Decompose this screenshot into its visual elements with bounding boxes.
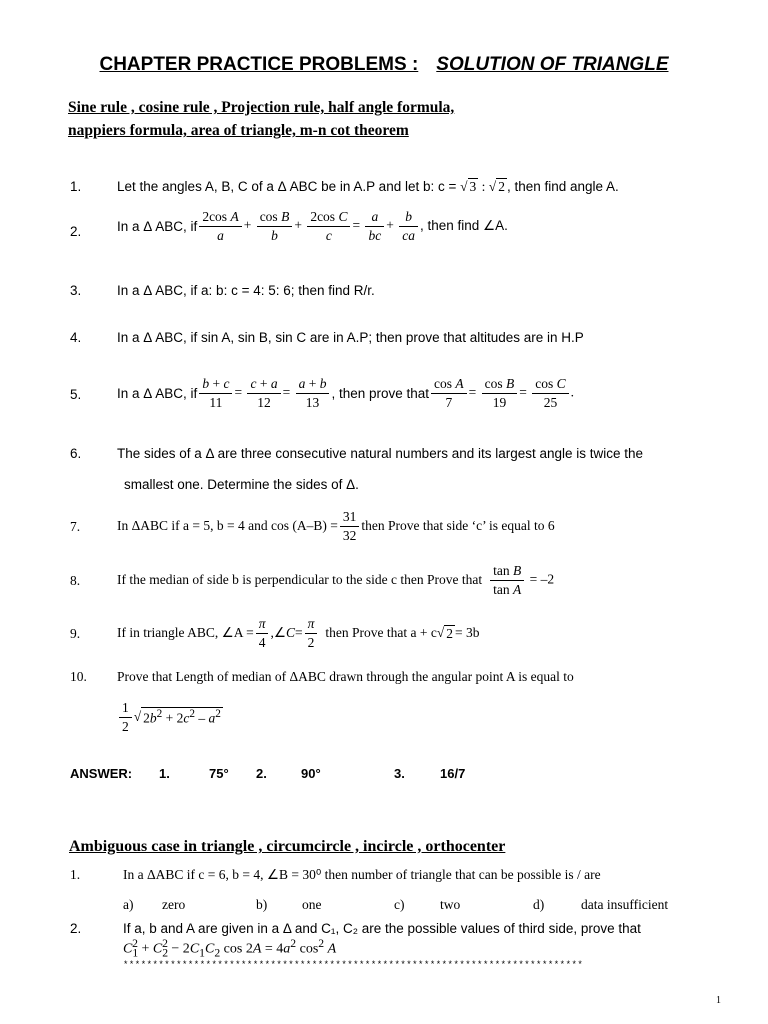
problem-10-text: Prove that Length of median of ΔABC drawn through the angular point A is equal to: [117, 669, 574, 684]
problem-2-text: [117, 206, 508, 246]
problem-10-number: 10.: [70, 669, 87, 684]
problem-3-text: In a Δ ABC, if a: b: c = 4: 5: 6; then find R/r.: [117, 283, 375, 298]
option-a-label: a): [123, 897, 134, 912]
problem-5-number: 5.: [70, 387, 82, 402]
problem-4-number: 4.: [70, 330, 82, 345]
problem-5-equation-2: $\frac{\text{cos A}}{7}$ = $\frac{\text{cos B}}{19}$ = $\frac{\text{cos C}}{25}$ .: [429, 375, 574, 412]
option-b-label: b): [256, 897, 268, 912]
star-divider: ******************************************************************************: [123, 960, 584, 970]
problem-3-number: 3.: [70, 283, 82, 298]
problem-5-text-a: In a Δ ABC, if: [117, 385, 198, 401]
problem-1-number: 1.: [70, 179, 82, 194]
topics-line-3: Ambiguous case in triangle , circumcircle , incircle , orthocenter: [69, 838, 506, 855]
problem-9-text: If in triangle ABC, ∠A = $\frac{\pi}{4}$ ,∠ C = $\frac{\pi}{2}$ then Prove that a + c √ 2 = 3b: [117, 615, 480, 650]
problem-6-line-2: smallest one. Determine the sides of Δ.: [124, 477, 359, 492]
problem-9-number: 9.: [70, 626, 81, 641]
option-d-label: d): [533, 897, 545, 912]
problem-8-text: [117, 560, 554, 600]
topics-line-2: nappiers formula, area of triangle, m-n cot theorem: [68, 122, 409, 139]
answer-2-value: 90°: [301, 766, 321, 781]
option-a-value: zero: [162, 897, 186, 912]
s2-question-1-text: In a ΔABC if c = 6, b = 4, ∠B = 30⁰ then number of triangle that can be possible is / are: [123, 867, 601, 882]
problem-9-text-a: If in triangle ABC, ∠A =: [117, 625, 254, 640]
problem-9-text-b: then Prove that a + c: [325, 625, 437, 640]
problem-8-number: 8.: [70, 573, 81, 588]
title-main: CHAPTER PRACTICE PROBLEMS :: [99, 54, 419, 75]
option-c-value: two: [440, 897, 461, 912]
problem-5-text-b: , then prove that: [331, 385, 430, 401]
s2-question-2-formula: $C_1^2 + C_2^2 - 2C_1C_2$ $\cos 2A = 4a^2$ $\cos^2 A$: [123, 937, 337, 960]
problem-8-text-main: If the median of side b is perpendicular to the side c then Prove that: [117, 572, 483, 587]
problem-1-text: [117, 179, 619, 195]
problem-9-fraction-c: $\frac{\pi}{2}$: [305, 615, 318, 652]
problem-7-text-b: then Prove that side ‘c’ is equal to 6: [361, 518, 555, 533]
page-title: [0, 54, 768, 76]
problem-7-fraction: $\frac{31}{32}$: [340, 508, 360, 545]
topics-line-1: Sine rule , cosine rule , Projection rule, half angle formula,: [68, 99, 455, 116]
problem-2-number: 2.: [70, 224, 82, 239]
answer-label: ANSWER:: [70, 766, 133, 781]
problem-7-number: 7.: [70, 519, 81, 534]
s2-question-2-number: 2.: [70, 921, 82, 936]
problem-4-text: In a Δ ABC, if sin A, sin B, sin C are in A.P; then prove that altitudes are in H.P: [117, 330, 584, 345]
problem-6-line-1: The sides of a Δ are three consecutive natural numbers and its largest angle is twice the: [117, 446, 644, 461]
problem-2-text-b: , then find ∠A.: [419, 218, 508, 233]
problem-10-formula: $\frac{1}{2}$ √ $2b^2 + 2c^2 - a^2$: [117, 697, 223, 737]
option-b-value: one: [302, 897, 322, 912]
s2-question-2-text: If a, b and A are given in a Δ and C₁, C₂ are the possible values of third side, prove that: [123, 921, 641, 936]
problem-2-equation: $\frac{\text{2cos A}}{a}$ + $\frac{\text{cos B}}{b}$ + $\frac{\text{2cos C}}{c}$ = $\frac{a}{bc}$ + $\frac{b}{ca}$: [197, 208, 420, 245]
problem-1-text-b: , then find angle A.: [506, 179, 619, 194]
answer-3-number: 3.: [394, 766, 405, 781]
problem-6-number: 6.: [70, 446, 82, 461]
problem-9-text-c: = 3b: [455, 625, 480, 640]
answer-3-value: 16/7: [440, 766, 466, 781]
problem-1-text-a: Let the angles A, B, C of a Δ ABC be in A.P and let b: c =: [117, 179, 461, 194]
page-number: 1: [716, 995, 721, 1006]
title-sub: SOLUTION OF TRIANGLE: [436, 54, 669, 75]
answer-1-number: 1.: [159, 766, 170, 781]
problem-7-text-a: In ΔABC if a = 5, b = 4 and cos (A–B) =: [117, 518, 338, 533]
problem-7-text: [117, 506, 555, 546]
answer-2-number: 2.: [256, 766, 267, 781]
answer-1-value: 75°: [209, 766, 229, 781]
problem-9-fraction-a: $\frac{\pi}{4}$: [256, 615, 269, 652]
option-d-value: data insufficient: [581, 897, 669, 912]
problem-8-equation: $\frac{\text{tan B}}{\text{tan A}}$ = –2: [488, 562, 554, 599]
problem-1-ratio: √ 3 : √ 2: [460, 179, 505, 194]
problem-5-equation-1: $\frac{b + c}{11}$ = $\frac{c + a}{12}$ = $\frac{a + b}{13}$: [197, 375, 331, 412]
problem-2-text-a: In a Δ ABC, if: [117, 218, 198, 234]
problem-5-text: [117, 373, 574, 413]
option-c-label: c): [394, 897, 405, 912]
s2-question-1-number: 1.: [70, 867, 81, 882]
